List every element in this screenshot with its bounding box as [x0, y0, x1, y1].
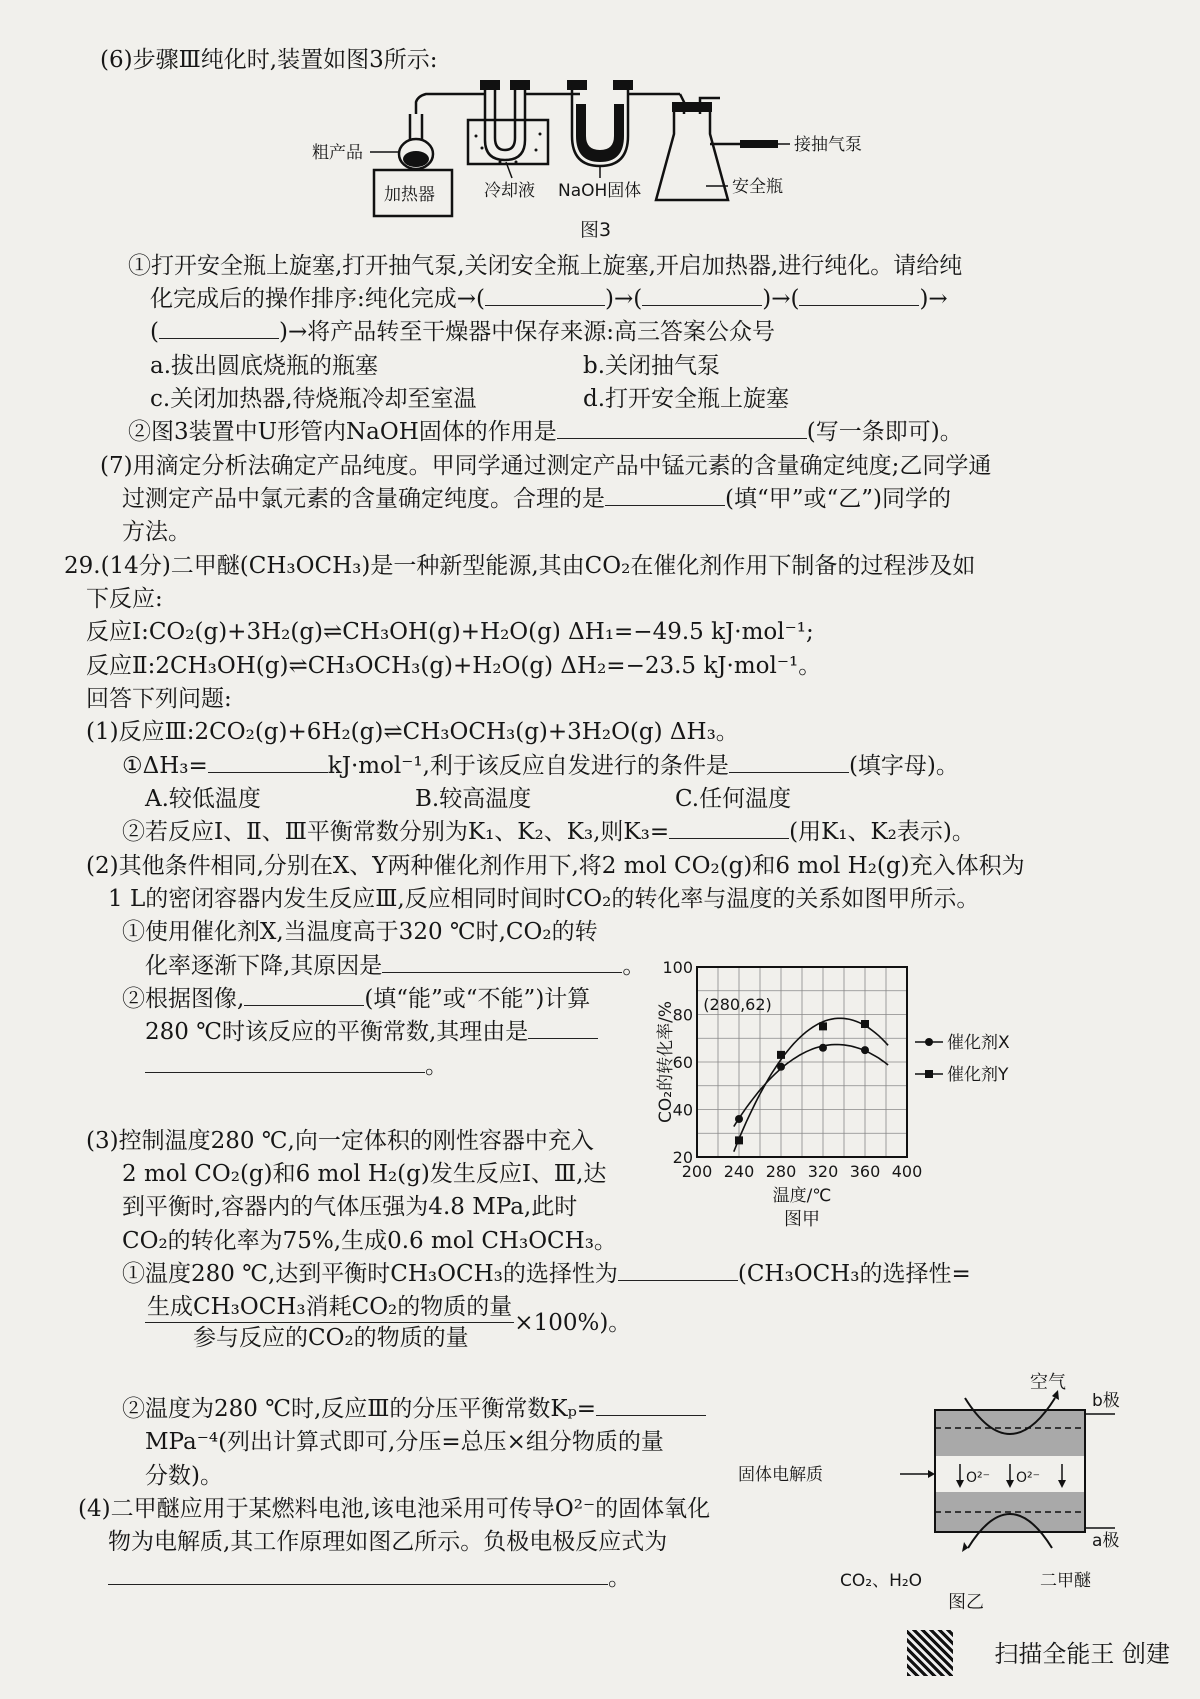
label-crude: 粗产品 [312, 143, 363, 163]
figure-3-caption: 图3 [580, 219, 612, 241]
q29-part3b-line1: ②温度为280 ℃时,反应Ⅲ的分压平衡常数Kₚ= [122, 1393, 706, 1425]
selectivity-fraction [145, 1292, 631, 1353]
point-y-catalyst [861, 1020, 869, 1028]
answer-blank-can[interactable] [244, 983, 364, 1006]
answer-blank-3[interactable] [799, 283, 919, 306]
answer-blank-1[interactable] [485, 283, 605, 306]
q7-line1: (7)用滴定分析法确定产品纯度。甲同学通过测定产品中锰元素的含量确定纯度;乙同学通 [100, 453, 992, 479]
answer-blank-selectivity[interactable] [618, 1258, 738, 1281]
point-y-catalyst [819, 1022, 827, 1030]
y-axis-label: CO₂的转化率/% [656, 1001, 676, 1123]
q29-part3-line1: (3)控制温度280 ℃,向一定体积的刚性容器中充入 [86, 1128, 594, 1154]
qr-code-icon [907, 1630, 953, 1676]
q29-part2-line1: (2)其他条件相同,分别在X、Y两种催化剂作用下,将2 mol CO₂(g)和6 mol H₂(g)充入体积为 [86, 853, 1025, 879]
answer-blank-2[interactable] [642, 283, 762, 306]
x-tick-label: 360 [849, 1162, 881, 1181]
reaction-1: 反应Ⅰ:CO₂(g)+3H₂(g)⇌CH₃OH(g)+H₂O(g) ΔH₁=−49.5 kJ·mol⁻¹; [86, 619, 814, 645]
answer-blank-condition[interactable] [729, 750, 849, 773]
q29-header-line2: 下反应: [86, 586, 163, 612]
legend-marker-square [925, 1070, 933, 1078]
answer-blank-k3[interactable] [669, 816, 789, 839]
q29-part3b-line2: MPa⁻⁴(列出计算式即可,分压=总压×组分物质的量 [145, 1429, 664, 1455]
point-y-catalyst [777, 1051, 785, 1059]
option-A: A.较低温度 [145, 786, 261, 812]
chart-jia [656, 955, 1135, 1245]
option-B: B.较高温度 [415, 786, 532, 812]
q29-header-line1: 29.(14分)二甲醚(CH₃OCH₃)是一种新型能源,其由CO₂在催化剂作用下制备的过程涉及如 [64, 553, 976, 579]
answer-prompt: 回答下列问题: [86, 686, 232, 712]
option-a: a.拔出圆底烧瓶的瓶塞 [150, 353, 379, 379]
answer-blank-kp[interactable] [596, 1393, 706, 1416]
point-x-catalyst [735, 1115, 743, 1123]
scanner-watermark: 扫描全能王 创建 [994, 1640, 1170, 1668]
legend-label-1: 催化剂X [947, 1033, 1010, 1053]
q7-line2: 过测定产品中氯元素的含量确定纯度。合理的是 (填“甲”或“乙”)同学的 [122, 483, 951, 515]
chart-annotation: (280,62) [703, 994, 772, 1014]
q29-part1b: ②若反应Ⅰ、Ⅱ、Ⅲ平衡常数分别为K₁、K₂、K₃,则K₃= (用K₁、K₂表示)。 [122, 816, 975, 848]
y-tick-label: 60 [672, 1053, 693, 1072]
y-tick-label: 100 [662, 958, 693, 977]
q29-part3a: ①温度280 ℃,达到平衡时CH₃OCH₃的选择性为 (CH₃OCH₃的选择性= [122, 1258, 971, 1290]
q29-part2b-line3: 。 [145, 1050, 448, 1082]
q29-part1: (1)反应Ⅲ:2CO₂(g)+6H₂(g)⇌CH₃OCH₃(g)+3H₂O(g) ΔH₃。 [86, 719, 739, 745]
option-C: C.任何温度 [675, 786, 792, 812]
reaction-2: 反应Ⅱ:2CH₃OH(g)⇌CH₃OCH₃(g)+H₂O(g) ΔH₂=−23.5 kJ·mol⁻¹。 [86, 653, 822, 679]
q29-part4-line2: 物为电解质,其工作原理如图乙所示。负极电极反应式为 [108, 1529, 668, 1555]
label-naoh: NaOH固体 [558, 181, 642, 201]
q29-part2a-line1: ①使用催化剂X,当温度高于320 ℃时,CO₂的转 [122, 919, 598, 945]
x-tick-label: 400 [891, 1162, 923, 1181]
figure-yi-caption: 图乙 [948, 1592, 984, 1613]
label-pump: 接抽气泵 [794, 135, 862, 155]
label-air: 空气 [1030, 1372, 1066, 1393]
fraction-denominator: 参与反应的CO₂的物质的量 [193, 1325, 469, 1351]
y-tick-label: 20 [672, 1148, 693, 1167]
answer-blank-electrode[interactable] [108, 1562, 608, 1585]
q6-part2: ②图3装置中U形管内NaOH固体的作用是 (写一条即可)。 [128, 416, 963, 448]
q29-part2a-line2: 化率逐渐下降,其原因是 。 [145, 950, 645, 982]
fraction-tail: ×100%)。 [514, 1310, 632, 1336]
q6-part1-line3: ( )→将产品转至干燥器中保存来源:高三答案公众号 [150, 316, 775, 348]
legend-label-2: 催化剂Y [947, 1065, 1009, 1085]
answer-blank-why[interactable] [528, 1016, 598, 1039]
chart-caption: 图甲 [784, 1209, 820, 1230]
answer-blank-naoh[interactable] [557, 416, 807, 439]
point-x-catalyst [861, 1046, 869, 1054]
label-heater: 加热器 [384, 185, 435, 205]
x-tick-label: 320 [807, 1162, 839, 1181]
q29-part2-line2: 1 L的密闭容器内发生反应Ⅲ,反应相同时间时CO₂的转化率与温度的关系如图甲所示。 [108, 886, 980, 912]
label-oxide-ion-1: O²⁻ [966, 1470, 991, 1486]
q29-part1a: ①ΔH₃= kJ·mol⁻¹,利于该反应自发进行的条件是 (填字母)。 [122, 750, 959, 782]
q29-part4-line1: (4)二甲醚应用于某燃料电池,该电池采用可传导O²⁻的固体氧化 [78, 1496, 711, 1522]
answer-blank-dh3[interactable] [208, 750, 328, 773]
option-b: b.关闭抽气泵 [583, 353, 721, 379]
label-a-electrode: a极 [1092, 1531, 1120, 1551]
label-safety-bottle: 安全瓶 [732, 177, 783, 197]
option-d: d.打开安全瓶上旋塞 [583, 386, 790, 412]
x-tick-label: 200 [681, 1162, 713, 1181]
legend-marker-circle [925, 1038, 933, 1046]
point-x-catalyst [819, 1044, 827, 1052]
label-dme: 二甲醚 [1040, 1571, 1091, 1591]
q29-part3-line4: CO₂的转化率为75%,生成0.6 mol CH₃OCH₃。 [122, 1228, 617, 1254]
q29-part2b-line2: 280 ℃时该反应的平衡常数,其理由是 [145, 1016, 598, 1048]
y-tick-label: 80 [672, 1005, 693, 1025]
fraction-numerator: 生成CH₃OCH₃消耗CO₂的物质的量 [145, 1292, 514, 1323]
x-tick-label: 280 [765, 1162, 797, 1181]
label-products: CO₂、H₂O [840, 1571, 923, 1591]
option-c: c.关闭加热器,待烧瓶冷却至室温 [150, 386, 477, 412]
q6-intro: (6)步骤Ⅲ纯化时,装置如图3所示: [100, 47, 438, 73]
answer-blank-reason[interactable] [382, 950, 622, 973]
y-tick-label: 40 [672, 1100, 693, 1120]
q6-part1-line2: 化完成后的操作排序:纯化完成→( )→( )→( )→ [150, 283, 948, 315]
chart-labels [656, 958, 1010, 1230]
answer-blank-q7[interactable] [605, 483, 725, 506]
label-coolant: 冷却液 [484, 181, 535, 201]
q29-part3-line3: 到平衡时,容器内的气体压强为4.8 MPa,此时 [122, 1194, 578, 1220]
q7-line3: 方法。 [122, 519, 191, 545]
label-electrolyte: 固体电解质 [738, 1465, 823, 1485]
q29-part3-line2: 2 mol CO₂(g)和6 mol H₂(g)发生反应Ⅰ、Ⅲ,达 [122, 1161, 607, 1187]
figure-yi-fuel-cell [738, 1370, 1130, 1613]
label-oxide-ion-2: O²⁻ [1016, 1470, 1041, 1486]
x-tick-label: 240 [723, 1162, 755, 1181]
label-b-electrode: b极 [1092, 1391, 1120, 1411]
x-axis-label: 温度/℃ [772, 1186, 832, 1206]
q29-part2b-line1: ②根据图像, (填“能”或“不能”)计算 [122, 983, 590, 1015]
point-y-catalyst [735, 1136, 743, 1144]
answer-blank-4[interactable] [159, 316, 279, 339]
answer-blank-why-cont[interactable] [145, 1050, 425, 1073]
q29-part3b-line3: 分数)。 [145, 1463, 223, 1489]
q29-part4-line3: 。 [108, 1562, 631, 1594]
q6-part1-line1: ①打开安全瓶上旋塞,打开抽气泵,关闭安全瓶上旋塞,开启加热器,进行纯化。请给纯 [128, 253, 963, 279]
